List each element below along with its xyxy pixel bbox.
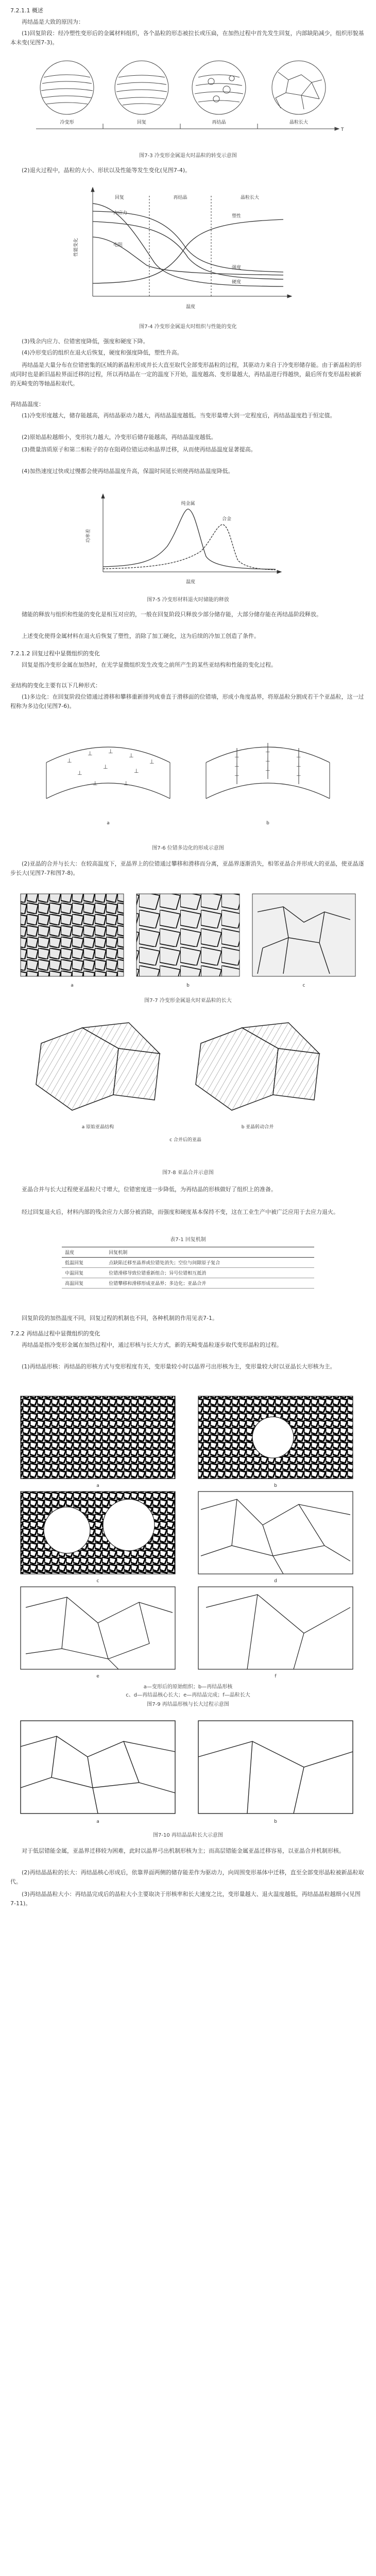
heading-recovery-microstructure: 7.2.1.2 回复过程中显微组织的变化 xyxy=(10,650,100,657)
curve-label-hardness: 硬度 xyxy=(232,280,242,285)
stage-label-cold-work: 冷变形 xyxy=(60,120,74,125)
paragraph-5: (4)加热速度过快或过慢都会使再结晶温度升高，保温时间延长则使再结晶温度降低。 xyxy=(22,468,234,474)
svg-text:⊥: ⊥ xyxy=(134,768,139,774)
nucleation-panel-a: a xyxy=(96,1483,99,1488)
paragraph-16: 对于低层错能金属，亚晶界迁移较为困难，此时以晶界弓出机制形核为主；而高层错能金属亚晶迁移容易，以亚晶合并机制形核。 xyxy=(22,1848,345,1854)
table-header-temperature: 温度 xyxy=(62,1247,106,1258)
svg-text:⊥: ⊥ xyxy=(265,747,270,754)
peak-label-pure-metal: 纯金属 xyxy=(181,501,195,506)
y-axis-label-power: 功率差 xyxy=(86,529,91,543)
table-title: 表7-1 回复机制 xyxy=(170,1237,206,1243)
intro-text: 再结晶是大致的原因为： xyxy=(22,19,84,25)
paragraph-14: 再结晶是指冷变形金属在加热过程中，通过形核与长大方式，新的无畸变晶粒逐步取代变形晶粒的过程。 xyxy=(22,1342,282,1348)
coalescence-panel-b: b 亚晶转动合并 xyxy=(241,1125,274,1130)
panel-label-a: a xyxy=(107,821,110,826)
figure-caption-4: 图7-6 位错多边化的形成示意图 xyxy=(152,845,224,851)
figure-caption-5: 图7-7 冷变形金属退火时亚晶粒的长大 xyxy=(144,998,232,1004)
svg-text:⊥: ⊥ xyxy=(103,764,108,770)
paragraph-8: 回复是指冷变形金属在加热时，在光学显微组织发生改变之前所产生的某些亚结构和性能的变化过程。 xyxy=(22,662,277,668)
svg-text:⊥: ⊥ xyxy=(129,752,134,759)
zone-recrystallization: 再结晶 xyxy=(173,195,187,200)
svg-text:⊥: ⊥ xyxy=(124,780,129,787)
figure-nucleation-growth xyxy=(15,1391,361,1680)
svg-text:⊥: ⊥ xyxy=(296,771,301,777)
curve-label-strength: 强度 xyxy=(232,265,242,270)
paragraph-3: (2)原始晶粒越细小，变形抗力越大，冷变形后储存能越高，再结晶温度越低。 xyxy=(22,434,217,440)
growth-panel-b: b xyxy=(274,1819,277,1824)
heading-recrystallization-microstructure: 7.2.2 再结晶过程中显微组织的变化 xyxy=(10,1330,100,1337)
svg-text:⊥: ⊥ xyxy=(296,752,301,759)
axis-label-t: T xyxy=(341,127,344,132)
figure-caption-8: 图7-10 再结晶晶粒长大示意图 xyxy=(153,1833,223,1838)
figure-energy-release xyxy=(77,489,294,592)
table-row: 低温回复 点缺陷迁移至晶界或位错处消失；空位与间隙原子复合 xyxy=(62,1258,314,1268)
figure-subgrain-coalescence xyxy=(21,1012,355,1167)
nucleation-panel-d: d xyxy=(274,1579,277,1584)
nucleation-panel-b: b xyxy=(274,1483,277,1488)
figure-caption-3: 图7-5 冷变形材料退火时储能的释放 xyxy=(147,597,229,603)
svg-text:⊥: ⊥ xyxy=(234,752,240,759)
growth-panel-a: a xyxy=(96,1819,99,1824)
svg-text:⊥: ⊥ xyxy=(67,757,72,764)
zone-recovery: 回复 xyxy=(114,195,125,200)
paragraph-15: (1)再结晶形核：再结晶的形核方式与变形程度有关，变形量较小时以晶界弓出形核为主，变形量较大时以亚晶长大形核为主。 xyxy=(22,1363,336,1370)
curve-label-resistance: 电阻 xyxy=(113,243,123,248)
nucleation-panel-f: f xyxy=(275,1674,277,1679)
coalescence-panel-a: a 原始亚晶结构 xyxy=(81,1125,114,1130)
figure-note-2: c、d—再结晶核心长大；e—再结晶完成；f—晶粒长大 xyxy=(126,1692,250,1698)
figure-grain-growth xyxy=(15,1716,361,1829)
paragraph-item2: (2)退火过程中，晶粒的大小、形状以及性能等发生变化(见图7-4)。 xyxy=(22,167,191,174)
figure-grain-evolution xyxy=(21,52,355,149)
nucleation-panel-c: c xyxy=(96,1579,99,1584)
paragraph-item3: (3)残余内应力、位错密度降低，强度和硬度下降。 xyxy=(22,338,149,345)
paragraph-6: 储能的释放与组织和性能的变化是相互对应的，一般在回复阶段只释放少部分储存能，大部分储存能在再结晶阶段释放。 xyxy=(22,611,322,618)
table-row: 中温回复 位错滑移导致位错重新组合；异号位错相互抵消 xyxy=(62,1268,314,1278)
figure-property-curves xyxy=(62,180,309,319)
micro-panel-c: c xyxy=(302,983,305,988)
micro-panel-b: b xyxy=(186,983,190,988)
recovery-mechanism-table xyxy=(62,1247,314,1289)
figure-caption-2: 图7-4 冷变形金属退火时组织与性能的变化 xyxy=(139,324,237,330)
figure-caption-1: 图7-3 冷变形金属退火时晶粒的转变示意图 xyxy=(139,153,237,159)
svg-text:⊥: ⊥ xyxy=(296,761,301,768)
y-axis-label: 性能变化 xyxy=(74,238,79,257)
svg-text:⊥: ⊥ xyxy=(88,750,93,757)
paragraph-item1: (1)回复阶段：经冷塑性变形后的金属材料组织，各个晶粒的形态被拉长或压扁，在加热过程中首先发生回复，内部缺陷减少，组织形貌基本未变(见图7-3)。 xyxy=(10,30,364,46)
svg-text:⊥: ⊥ xyxy=(93,780,98,787)
svg-text:⊥: ⊥ xyxy=(234,761,240,768)
x-axis-label: 温度 xyxy=(185,304,196,310)
stage-label-recrystallization: 再结晶 xyxy=(212,120,226,125)
paragraph-item4: (4)冷形变后的组织在退火后恢复，硬度和强度降低，塑性升高。 xyxy=(22,349,183,356)
figure-note-1: a—变形后的原始组织；b—再结晶形核 xyxy=(143,1684,233,1690)
coalescence-panel-c: c 合并后的亚晶 xyxy=(169,1138,201,1143)
paragraph-2: (1)冷变形度越大，储存能越高，再结晶驱动力越大，再结晶温度越低。当变形量增大到一定程度后，再结晶温度趋于恒定值。 xyxy=(22,412,336,419)
micro-circle-cold-work xyxy=(40,61,94,114)
svg-text:⊥: ⊥ xyxy=(108,748,113,755)
paragraph-1: 再结晶是大量分布在位错密集的区域的新晶粒形成并长大直至取代全部变形晶粒的过程，其驱动力来自于冷变形储存能。由于新晶粒的形成同时也是新旧晶粒界面迁移的过程，所以再结晶在一定的温度下开始，温度越高、变形量越大，再结晶进行得越快，最后所有变形晶粒被新的无畸变的等轴晶粒取代。 xyxy=(10,362,362,387)
paragraph-9: (1)多边化：在回复阶段位错通过滑移和攀移重新排列成垂直于滑移面的位错墙，形成小角度晶界，将原晶粒分割成若干个亚晶粒，这一过程称为多边化(见图7-6)。 xyxy=(10,693,364,709)
figure-polygonization xyxy=(31,721,345,840)
paragraph-10: (2)亚晶的合并与长大：在较高温度下，亚晶界上的位错通过攀移和滑移而分离，亚晶界逐渐消失，相邻亚晶合并形成大的亚晶，使亚晶逐步长大(见图7-7和图7-8)。 xyxy=(10,860,364,876)
curve-label-internal-stress: 内应力 xyxy=(113,211,128,216)
figure-caption-7: 图7-9 再结晶形核与长大过程示意图 xyxy=(147,1702,229,1707)
x-axis-label-temperature: 温度 xyxy=(185,580,196,585)
micro-circle-recovery xyxy=(115,61,168,114)
heading-recrystallization-temp: 再结晶温度： xyxy=(10,401,44,408)
nucleation-panel-e: e xyxy=(96,1674,99,1679)
svg-text:⊥: ⊥ xyxy=(77,770,82,776)
paragraph-12: 经过回复退火后，材料内部的残余应力大部分被消除，而强度和硬度基本保持不变，这在工业生产中被广泛应用于去应力退火。 xyxy=(22,1209,339,1215)
stage-label-grain-growth: 晶粒长大 xyxy=(289,120,309,125)
paragraph-7: 上述变化使得金属材料在退火后恢复了塑性，消除了加工硬化，这为后续的冷加工创造了条件。 xyxy=(22,633,260,639)
paragraph-17: (2)再结晶晶粒的长大：再结晶核心形成后，依靠界面两侧的储存能差作为驱动力，向周围变形基体中迁移，直至全部变形晶粒被新晶粒取代。 xyxy=(10,1869,364,1885)
paragraph-11: 亚晶合并与长大过程使亚晶粒尺寸增大，位错密度进一步降低，为再结晶的形核做好了组织上的准备。 xyxy=(22,1186,277,1193)
stage-label-recovery: 回复 xyxy=(136,120,147,125)
paragraph-13: 回复阶段的加热温度不同，回复过程的机制也不同，各种机制的作用见表7-1。 xyxy=(22,1315,218,1321)
figure-subgrain-growth xyxy=(15,891,361,994)
paragraph-18: (3)再结晶晶粒大小：再结晶完成后的晶粒大小主要取决于形核率和长大速度之比，变形量越大、退火温度越低，再结晶晶粒越细小(见图7-11)。 xyxy=(10,1891,361,1907)
panel-label-b: b xyxy=(266,821,269,826)
curve-label-plasticity: 塑性 xyxy=(232,214,242,219)
table-row: 高温回复 位错攀移和滑移形成亚晶界；多边化；亚晶合并 xyxy=(62,1278,314,1289)
zone-grain-growth: 晶粒长大 xyxy=(240,195,260,200)
section-heading: 7.2.1.1 概述 xyxy=(10,7,43,14)
heading-substructure: 亚结构的变化主要有以下几种形式： xyxy=(10,682,101,689)
svg-text:⊥: ⊥ xyxy=(265,766,270,772)
micro-circle-recrystallization xyxy=(192,61,246,114)
table-header-mechanism: 回复机制 xyxy=(106,1247,314,1258)
micro-panel-a: a xyxy=(71,983,74,988)
svg-text:⊥: ⊥ xyxy=(149,758,155,765)
svg-text:⊥: ⊥ xyxy=(265,756,270,763)
peak-label-alloy: 合金 xyxy=(221,517,232,522)
svg-text:⊥: ⊥ xyxy=(234,771,240,777)
paragraph-4: (3)微量溶质原子和第二相粒子的存在阻碍位错运动和晶界迁移，从而使再结晶温度显著提高。 xyxy=(22,446,257,453)
figure-caption-6: 图7-8 亚晶合并示意图 xyxy=(162,1170,214,1176)
